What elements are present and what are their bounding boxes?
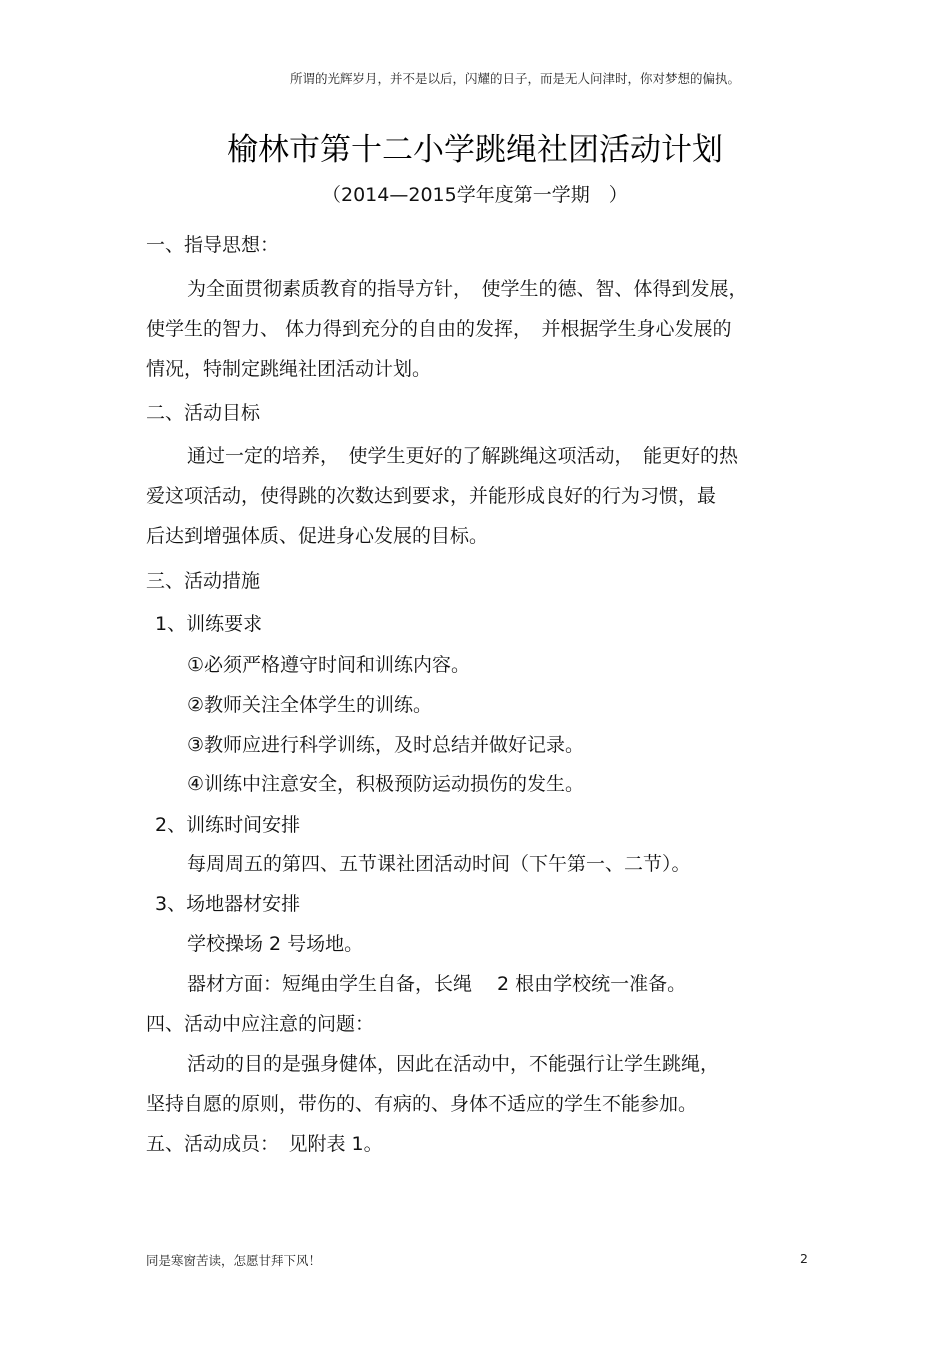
header-quote: 所谓的光辉岁月，并不是以后，闪耀的日子，而是无人问津时，你对梦想的偏执。: [290, 71, 741, 86]
list-item: ②教师关注全体学生的训练。: [187, 694, 433, 716]
footer-quote: 同是寒窗苦读，怎愿甘拜下风！: [146, 1253, 322, 1268]
section-heading-members: 五、活动成员： 见附表 1。: [146, 1133, 383, 1155]
paragraph-line: 坚持自愿的原则，带伤的、有病的、身体不适应的学生不能参加。: [146, 1093, 698, 1115]
paragraph-line: 使学生的智力、 体力得到充分的自由的发挥， 并根据学生身心发展的: [146, 318, 732, 340]
paragraph-line: 后达到增强体质、促进身心发展的目标。: [146, 525, 489, 547]
subsection-heading-training-requirements: 1、训练要求: [155, 613, 263, 635]
paragraph-line: 为全面贯彻素质教育的指导方针， 使学生的德、智、体得到发展，: [187, 278, 748, 300]
subsection-heading-training-schedule: 2、训练时间安排: [155, 814, 301, 836]
list-item: ①必须严格遵守时间和训练内容。: [187, 654, 471, 676]
list-item: ④训练中注意安全，积极预防运动损伤的发生。: [187, 773, 585, 795]
paragraph-line: 爱这项活动，使得跳的次数达到要求，并能形成良好的行为习惯，最: [146, 485, 717, 507]
section-heading-guiding-ideology: 一、指导思想：: [146, 234, 280, 256]
section-heading-activity-measures: 三、活动措施: [146, 570, 261, 592]
paragraph-line: 学校操场 2 号场地。: [187, 933, 364, 955]
paragraph-line: 情况，特制定跳绳社团活动计划。: [146, 358, 432, 380]
paragraph-line: 活动的目的是强身健体，因此在活动中，不能强行让学生跳绳，: [187, 1053, 720, 1075]
paragraph-line: 每周周五的第四、五节课社团活动时间（下午第一、二节）。: [187, 853, 691, 875]
paragraph-line: 器材方面：短绳由学生自备，长绳 2 根由学校统一准备。: [187, 973, 687, 995]
section-heading-activity-goals: 二、活动目标: [146, 402, 261, 424]
page-number: 2: [800, 1251, 808, 1266]
paragraph-line: 通过一定的培养， 使学生更好的了解跳绳这项活动， 能更好的热: [187, 445, 739, 467]
subsection-heading-venue-equipment: 3、场地器材安排: [155, 893, 301, 915]
list-item: ③教师应进行科学训练，及时总结并做好记录。: [187, 734, 585, 756]
section-heading-precautions: 四、活动中应注意的问题：: [146, 1013, 375, 1035]
document-title: 榆林市第十二小学跳绳社团活动计划: [227, 132, 723, 168]
document-subtitle: （2014—2015学年度第一学期 ）: [322, 184, 628, 206]
